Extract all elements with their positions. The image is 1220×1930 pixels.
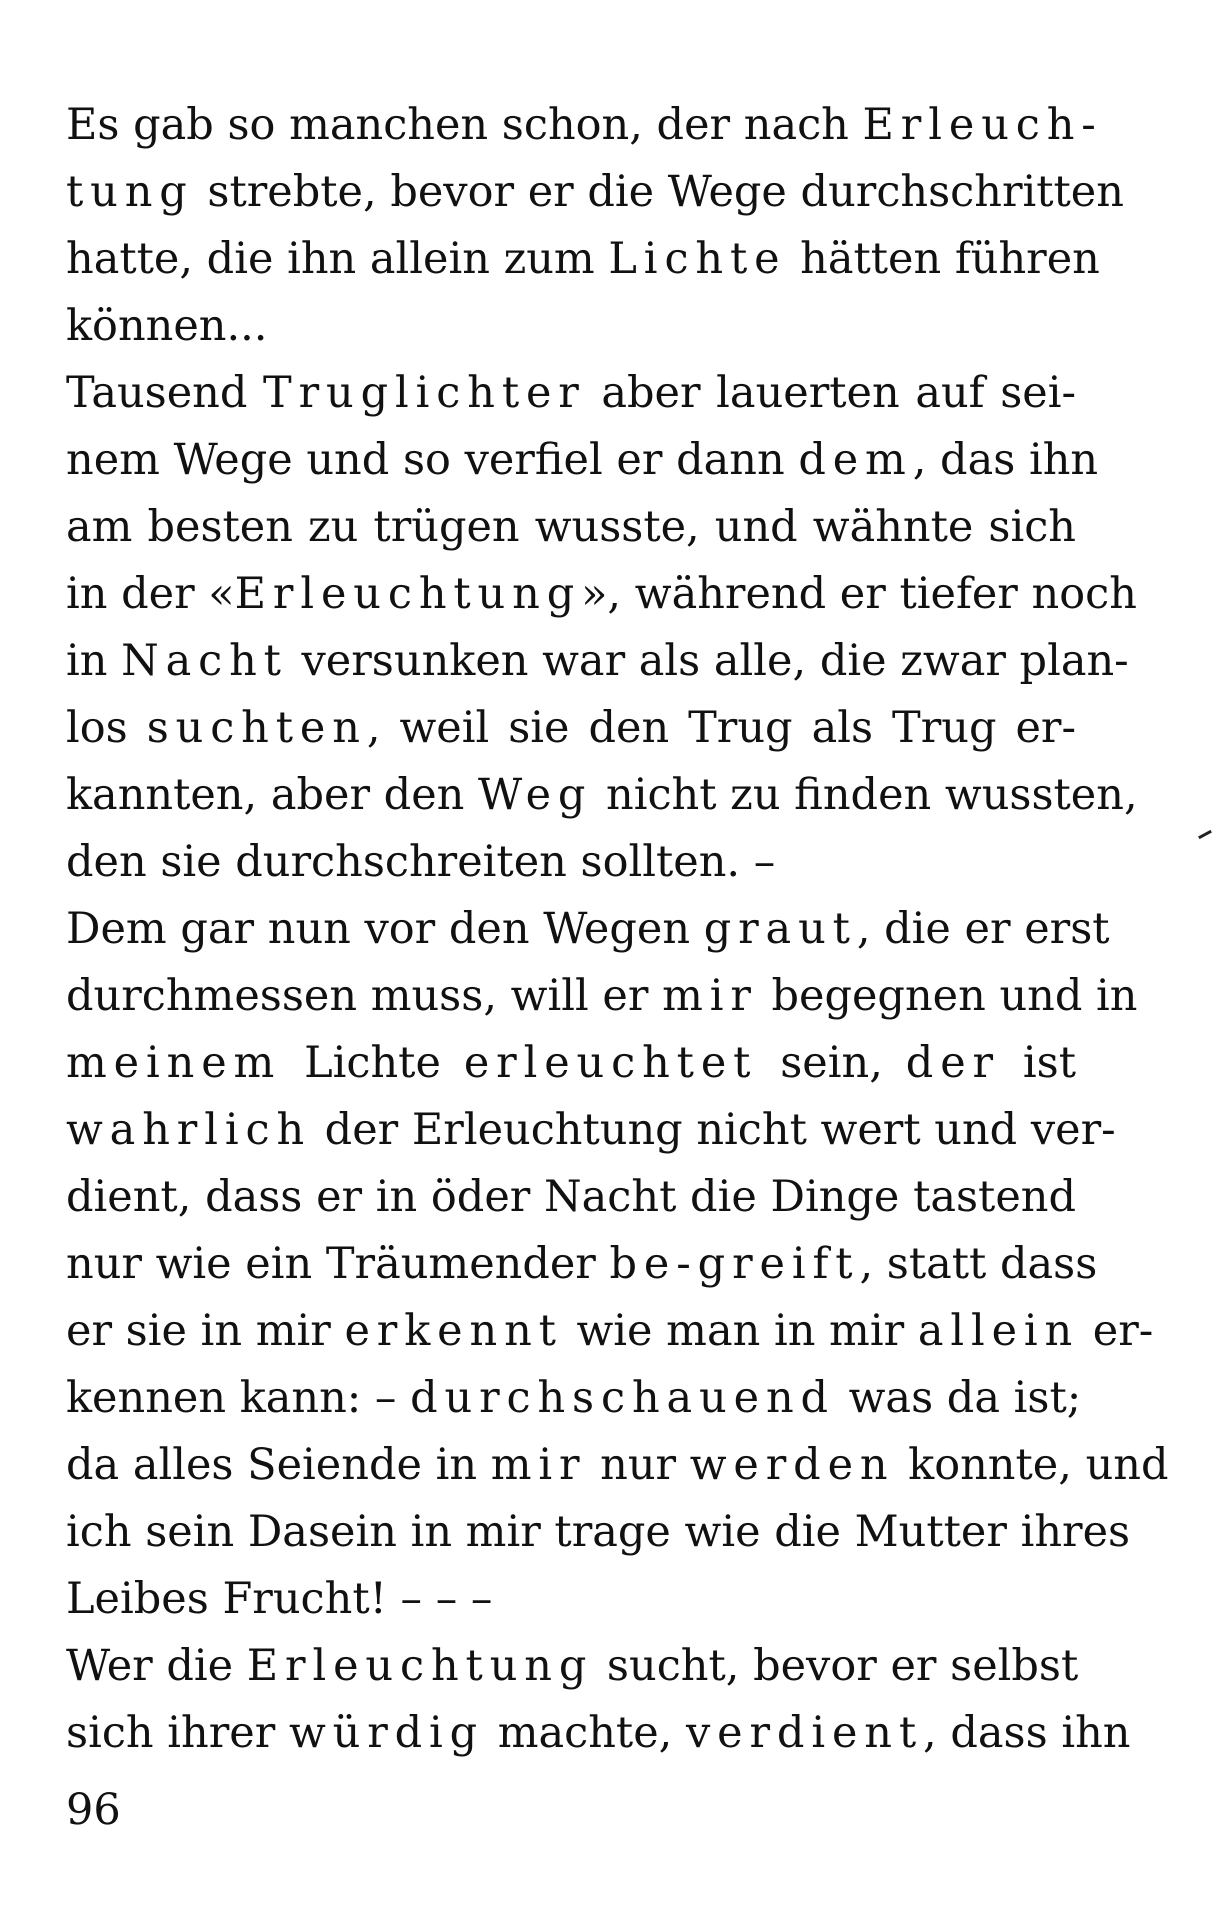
text-span: Tausend <box>66 368 264 418</box>
text-span: ich sein Dasein in mir trage wie die Mutter ihres <box>66 1507 1131 1557</box>
text-line <box>66 762 1138 829</box>
text-span: nur <box>586 1440 690 1490</box>
spaced-emphasis: graut <box>703 904 857 954</box>
text-span: strebte, bevor er die Wege durchschritten <box>193 167 1124 217</box>
margin-mark <box>1198 830 1212 839</box>
text-span: Wer die <box>66 1641 247 1691</box>
text-line <box>66 963 1138 1030</box>
text-span: durchmessen muss, will er <box>66 971 663 1021</box>
text-line <box>66 1499 1131 1566</box>
text-span: er- <box>1079 1306 1154 1356</box>
spaced-emphasis: be-greift <box>609 1239 860 1289</box>
text-line <box>66 494 1076 561</box>
text-span: am besten zu trügen wusste, und wähnte sich <box>66 502 1076 552</box>
spaced-emphasis: erkennt <box>344 1306 563 1356</box>
spaced-emphasis: mir <box>490 1440 587 1490</box>
text-span: in der « <box>66 569 235 619</box>
text-span: nur wie ein Träumender <box>66 1239 610 1289</box>
text-span: kennen kann: – <box>66 1373 411 1423</box>
spaced-emphasis: dem <box>798 435 913 485</box>
spaced-emphasis: Erleuchtung <box>234 569 582 619</box>
text-line <box>66 92 1103 159</box>
text-line <box>66 427 1099 494</box>
page-number: 96 <box>66 1785 121 1835</box>
spaced-emphasis: würdig <box>288 1708 485 1758</box>
text-line <box>66 226 1100 293</box>
text-line <box>66 628 1129 695</box>
spaced-emphasis: werden <box>689 1440 895 1490</box>
text-line <box>66 896 1110 963</box>
spaced-emphasis: erleuchtet <box>463 1038 758 1088</box>
spaced-emphasis: Nacht <box>121 636 288 686</box>
text-span: », während er tiefer noch <box>581 569 1137 619</box>
text-span: konnte, und <box>894 1440 1169 1490</box>
text-span: machte, <box>484 1708 686 1758</box>
body-text <box>66 92 1169 1767</box>
spaced-emphasis: mir <box>662 971 758 1021</box>
text-line <box>66 360 1076 427</box>
text-span: ist <box>999 1038 1076 1088</box>
text-span: den sie durchschreiten sollten. – <box>66 837 776 887</box>
text-line <box>66 829 1076 896</box>
text-span: er sie in mir <box>66 1306 345 1356</box>
text-span: hatte, die ihn allein zum <box>66 234 609 284</box>
spaced-emphasis: wahrlich <box>66 1105 312 1155</box>
text-span: in <box>66 636 122 686</box>
text-line <box>66 561 1137 628</box>
spaced-emphasis: Lichte <box>608 234 787 284</box>
spaced-emphasis: Erleuch- <box>862 100 1103 150</box>
text-span: sich ihrer <box>66 1708 289 1758</box>
text-span: da alles Seiende in <box>66 1440 491 1490</box>
text-span: Dem gar nun vor den Wegen <box>66 904 704 954</box>
text-line <box>66 1700 1131 1767</box>
text-line <box>66 695 1076 762</box>
text-line <box>66 1633 1079 1700</box>
text-line <box>66 1432 1169 1499</box>
text-line <box>66 293 1076 360</box>
spaced-emphasis: suchten <box>146 703 367 753</box>
text-line <box>66 1566 1076 1633</box>
text-line <box>66 1097 1116 1164</box>
text-span: , das ihn <box>912 435 1099 485</box>
text-span: kannten, aber den <box>66 770 479 820</box>
text-span: , statt dass <box>859 1239 1098 1289</box>
text-span: , die er erst <box>856 904 1110 954</box>
text-line <box>66 1164 1076 1231</box>
text-span: , weil sie den Trug als Trug er- <box>366 703 1076 753</box>
text-span: begegnen und in <box>757 971 1138 1021</box>
spaced-emphasis: Truglichter <box>263 368 586 418</box>
text-line <box>66 159 1124 226</box>
text-span: können... <box>66 301 268 351</box>
text-span: los <box>66 703 147 753</box>
text-span: Lichte <box>281 1038 464 1088</box>
spaced-emphasis: Weg <box>478 770 593 820</box>
text-span: , dass ihn <box>923 1708 1131 1758</box>
text-span: Es gab so manchen schon, der nach <box>66 100 863 150</box>
spaced-emphasis: verdient <box>686 1708 924 1758</box>
text-span: hätten führen <box>786 234 1100 284</box>
text-span: was da ist; <box>834 1373 1082 1423</box>
text-span: sucht, bevor er selbst <box>593 1641 1079 1691</box>
text-span: wie man in mir <box>562 1306 918 1356</box>
spaced-emphasis: allein <box>917 1306 1080 1356</box>
text-span: aber lauerten auf sei- <box>585 368 1076 418</box>
text-line <box>66 1030 1076 1097</box>
spaced-emphasis: meinem <box>66 1038 282 1088</box>
text-line <box>66 1365 1082 1432</box>
text-span: nem Wege und so verfiel er dann <box>66 435 799 485</box>
spaced-emphasis: Erleuchtung <box>246 1641 594 1691</box>
text-span: der Erleuchtung nicht wert und ver- <box>311 1105 1116 1155</box>
spaced-emphasis: der <box>905 1038 1000 1088</box>
text-span: nicht zu finden wussten, <box>592 770 1138 820</box>
text-span: Leibes Frucht! – – – <box>66 1574 493 1624</box>
text-line <box>66 1298 1154 1365</box>
spaced-emphasis: tung <box>66 167 194 217</box>
text-span: sein, <box>757 1038 906 1088</box>
text-span: dient, dass er in öder Nacht die Dinge tastend <box>66 1172 1076 1222</box>
text-span: versunken war als alle, die zwar plan- <box>287 636 1129 686</box>
spaced-emphasis: durchschauend <box>410 1373 835 1423</box>
text-line <box>66 1231 1098 1298</box>
